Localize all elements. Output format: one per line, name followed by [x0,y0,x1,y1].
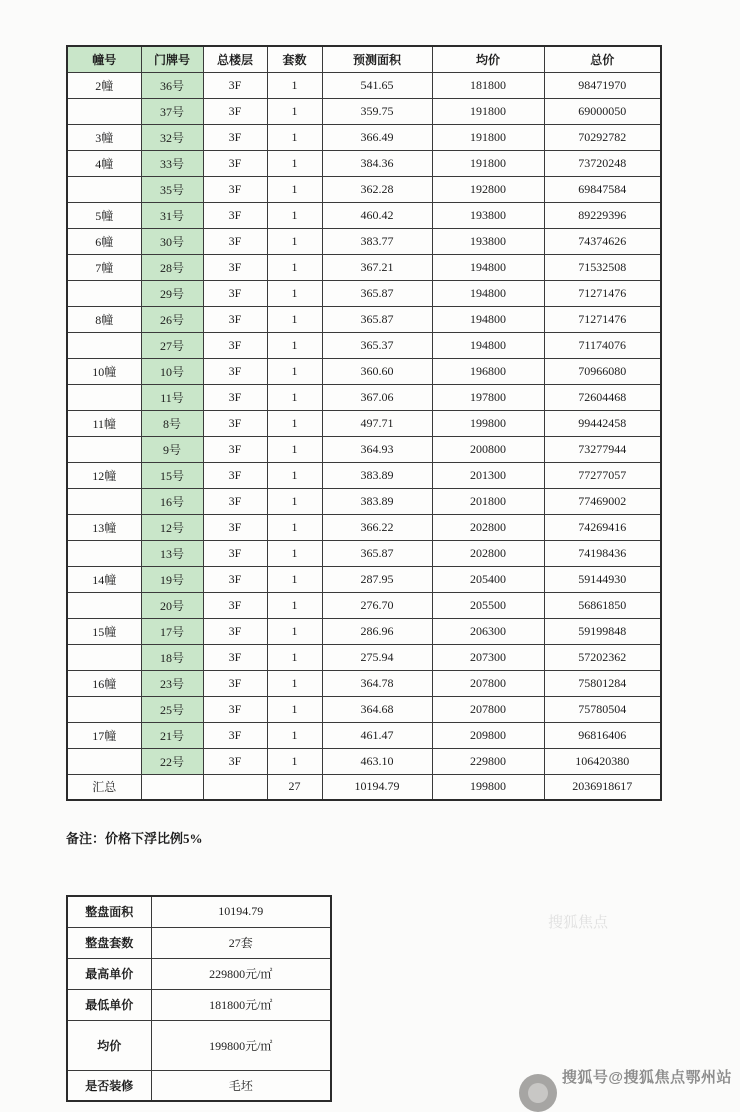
cell-area: 365.87 [322,540,432,566]
cell-floors: 3F [203,358,267,384]
cell-avg-price: 194800 [432,306,544,332]
table-row [67,202,661,228]
table-row [67,280,661,306]
cell-door-number: 27号 [141,332,203,358]
cell-total-price: 106420380 [544,748,661,774]
cell-total-price: 77277057 [544,462,661,488]
cell-door-number: 16号 [141,488,203,514]
cell-door-number: 21号 [141,722,203,748]
cell-floors: 3F [203,462,267,488]
cell-total-price: 96816406 [544,722,661,748]
summary-value: 毛坯 [151,1070,331,1101]
sohu-logo-icon [519,1074,557,1112]
cell-floors: 3F [203,332,267,358]
cell-building: 3幢 [67,124,141,150]
cell-area: 275.94 [322,644,432,670]
cell-floors: 3F [203,566,267,592]
table-row [67,410,661,436]
summary-value: 27套 [151,927,331,958]
cell-total-price: 71532508 [544,254,661,280]
cell-units: 1 [267,72,322,98]
cell-floors: 3F [203,124,267,150]
cell-door-number: 15号 [141,462,203,488]
cell-floors: 3F [203,722,267,748]
cell-total-price: 75780504 [544,696,661,722]
cell-avg-price: 191800 [432,98,544,124]
cell-door-number: 12号 [141,514,203,540]
cell-door-number: 8号 [141,410,203,436]
cell-floors: 3F [203,98,267,124]
table-row [67,124,661,150]
cell-floors: 3F [203,228,267,254]
cell-door-number: 35号 [141,176,203,202]
cell-building [67,644,141,670]
cell-door-number: 17号 [141,618,203,644]
cell-building: 16幢 [67,670,141,696]
cell-total-price: 57202362 [544,644,661,670]
cell-building: 8幢 [67,306,141,332]
table-row [67,540,661,566]
cell-units: 1 [267,670,322,696]
table-row [67,150,661,176]
cell-units: 1 [267,618,322,644]
cell-area: 383.89 [322,488,432,514]
cell-door-number: 30号 [141,228,203,254]
cell-door-number: 31号 [141,202,203,228]
cell-door-number: 23号 [141,670,203,696]
cell-units: 1 [267,722,322,748]
cell-building: 6幢 [67,228,141,254]
summary-cell-building: 汇总 [67,774,141,800]
cell-area: 364.78 [322,670,432,696]
table-row [67,566,661,592]
cell-area: 366.49 [322,124,432,150]
cell-door-number: 11号 [141,384,203,410]
cell-area: 366.22 [322,514,432,540]
cell-total-price: 74198436 [544,540,661,566]
cell-floors: 3F [203,514,267,540]
table-row [67,332,661,358]
cell-avg-price: 202800 [432,514,544,540]
cell-total-price: 74374626 [544,228,661,254]
summary-value: 229800元/㎡ [151,958,331,989]
column-header-door-number: 门牌号 [141,46,203,72]
cell-avg-price: 191800 [432,124,544,150]
cell-units: 1 [267,696,322,722]
cell-building [67,98,141,124]
summary-cell-units: 27 [267,774,322,800]
cell-avg-price: 197800 [432,384,544,410]
cell-area: 362.28 [322,176,432,202]
cell-units: 1 [267,332,322,358]
cell-building: 14幢 [67,566,141,592]
cell-floors: 3F [203,592,267,618]
summary-cell-door-number [141,774,203,800]
cell-total-price: 98471970 [544,72,661,98]
cell-area: 360.60 [322,358,432,384]
cell-floors: 3F [203,384,267,410]
cell-floors: 3F [203,488,267,514]
cell-building: 15幢 [67,618,141,644]
table-row [67,462,661,488]
summary-label: 整盘面积 [67,896,151,927]
faint-watermark: 搜狐焦点 [548,914,609,931]
cell-door-number: 22号 [141,748,203,774]
cell-total-price: 71174076 [544,332,661,358]
cell-building [67,488,141,514]
cell-door-number: 37号 [141,98,203,124]
cell-avg-price: 207300 [432,644,544,670]
cell-units: 1 [267,280,322,306]
cell-avg-price: 196800 [432,358,544,384]
cell-building: 4幢 [67,150,141,176]
summary-table [66,895,332,1102]
cell-total-price: 69847584 [544,176,661,202]
cell-area: 365.87 [322,306,432,332]
cell-door-number: 28号 [141,254,203,280]
cell-units: 1 [267,202,322,228]
summary-label: 整盘套数 [67,927,151,958]
cell-floors: 3F [203,748,267,774]
cell-floors: 3F [203,280,267,306]
summary-table-row [67,989,331,1020]
watermark-text: 搜狐号@搜狐焦点鄂州站 [561,1069,732,1086]
summary-table-row [67,1070,331,1101]
cell-units: 1 [267,124,322,150]
column-header-floors: 总楼层 [203,46,267,72]
cell-total-price: 71271476 [544,306,661,332]
cell-total-price: 89229396 [544,202,661,228]
cell-area: 460.42 [322,202,432,228]
cell-building [67,592,141,618]
cell-area: 383.89 [322,462,432,488]
cell-avg-price: 192800 [432,176,544,202]
table-row [67,98,661,124]
cell-building [67,540,141,566]
table-row [67,644,661,670]
cell-floors: 3F [203,150,267,176]
table-row [67,228,661,254]
cell-avg-price: 205400 [432,566,544,592]
cell-total-price: 59144930 [544,566,661,592]
cell-area: 461.47 [322,722,432,748]
summary-row [67,774,661,800]
cell-avg-price: 209800 [432,722,544,748]
cell-total-price: 77469002 [544,488,661,514]
cell-floors: 3F [203,618,267,644]
cell-floors: 3F [203,72,267,98]
table-row [67,722,661,748]
table-row [67,488,661,514]
cell-total-price: 99442458 [544,410,661,436]
summary-label: 是否装修 [67,1070,151,1101]
summary-table-row [67,1020,331,1070]
cell-floors: 3F [203,540,267,566]
table-row [67,306,661,332]
table-row [67,670,661,696]
cell-floors: 3F [203,254,267,280]
cell-door-number: 19号 [141,566,203,592]
cell-units: 1 [267,462,322,488]
cell-area: 364.68 [322,696,432,722]
cell-avg-price: 200800 [432,436,544,462]
cell-units: 1 [267,540,322,566]
cell-avg-price: 207800 [432,670,544,696]
cell-building: 12幢 [67,462,141,488]
table-row [67,592,661,618]
cell-floors: 3F [203,410,267,436]
cell-units: 1 [267,644,322,670]
summary-table-row [67,896,331,927]
cell-building: 5幢 [67,202,141,228]
cell-avg-price: 181800 [432,72,544,98]
column-header-total-price: 总价 [544,46,661,72]
cell-units: 1 [267,358,322,384]
cell-building: 2幢 [67,72,141,98]
price-table [66,45,662,801]
summary-cell-avg-price: 199800 [432,774,544,800]
cell-floors: 3F [203,670,267,696]
cell-building [67,696,141,722]
cell-building [67,332,141,358]
cell-building: 17幢 [67,722,141,748]
cell-units: 1 [267,98,322,124]
cell-building: 7幢 [67,254,141,280]
cell-total-price: 69000050 [544,98,661,124]
cell-door-number: 13号 [141,540,203,566]
cell-units: 1 [267,566,322,592]
summary-label: 均价 [67,1020,151,1070]
cell-avg-price: 205500 [432,592,544,618]
note-text: 备注：价格下浮比例5% [66,831,203,846]
cell-units: 1 [267,748,322,774]
cell-total-price: 73720248 [544,150,661,176]
cell-area: 541.65 [322,72,432,98]
column-header-area: 预测面积 [322,46,432,72]
cell-building: 13幢 [67,514,141,540]
cell-floors: 3F [203,202,267,228]
table-row [67,384,661,410]
cell-door-number: 18号 [141,644,203,670]
cell-avg-price: 194800 [432,332,544,358]
cell-units: 1 [267,384,322,410]
table-row [67,358,661,384]
cell-units: 1 [267,228,322,254]
summary-label: 最高单价 [67,958,151,989]
table-row [67,514,661,540]
cell-units: 1 [267,306,322,332]
cell-area: 367.21 [322,254,432,280]
summary-cell-area: 10194.79 [322,774,432,800]
cell-units: 1 [267,254,322,280]
cell-area: 359.75 [322,98,432,124]
cell-total-price: 71271476 [544,280,661,306]
cell-building [67,748,141,774]
cell-total-price: 75801284 [544,670,661,696]
cell-area: 367.06 [322,384,432,410]
table-row [67,748,661,774]
cell-avg-price: 194800 [432,280,544,306]
cell-units: 1 [267,436,322,462]
cell-units: 1 [267,514,322,540]
summary-value: 10194.79 [151,896,331,927]
cell-total-price: 70966080 [544,358,661,384]
cell-avg-price: 229800 [432,748,544,774]
cell-avg-price: 194800 [432,254,544,280]
cell-door-number: 36号 [141,72,203,98]
cell-door-number: 32号 [141,124,203,150]
cell-area: 463.10 [322,748,432,774]
summary-cell-total-price: 2036918617 [544,774,661,800]
table-row [67,176,661,202]
cell-avg-price: 206300 [432,618,544,644]
cell-area: 286.96 [322,618,432,644]
cell-building [67,280,141,306]
cell-building [67,436,141,462]
cell-avg-price: 207800 [432,696,544,722]
cell-avg-price: 193800 [432,228,544,254]
cell-avg-price: 193800 [432,202,544,228]
cell-avg-price: 201800 [432,488,544,514]
table-row [67,254,661,280]
cell-floors: 3F [203,696,267,722]
column-header-avg-price: 均价 [432,46,544,72]
cell-total-price: 72604468 [544,384,661,410]
summary-cell-floors [203,774,267,800]
cell-avg-price: 191800 [432,150,544,176]
cell-area: 276.70 [322,592,432,618]
cell-floors: 3F [203,644,267,670]
cell-area: 365.87 [322,280,432,306]
cell-door-number: 26号 [141,306,203,332]
column-header-units: 套数 [267,46,322,72]
cell-floors: 3F [203,436,267,462]
table-row [67,696,661,722]
cell-total-price: 59199848 [544,618,661,644]
cell-avg-price: 201300 [432,462,544,488]
summary-value: 181800元/㎡ [151,989,331,1020]
cell-area: 497.71 [322,410,432,436]
summary-label: 最低单价 [67,989,151,1020]
table-row [67,436,661,462]
cell-total-price: 74269416 [544,514,661,540]
summary-table-row [67,927,331,958]
cell-door-number: 9号 [141,436,203,462]
cell-area: 384.36 [322,150,432,176]
cell-units: 1 [267,410,322,436]
summary-value: 199800元/㎡ [151,1020,331,1070]
cell-area: 287.95 [322,566,432,592]
cell-units: 1 [267,488,322,514]
cell-total-price: 70292782 [544,124,661,150]
cell-building: 11幢 [67,410,141,436]
summary-table-row [67,958,331,989]
cell-building [67,176,141,202]
cell-door-number: 10号 [141,358,203,384]
cell-building: 10幢 [67,358,141,384]
table-row [67,72,661,98]
cell-building [67,384,141,410]
table-row [67,618,661,644]
cell-door-number: 20号 [141,592,203,618]
cell-floors: 3F [203,176,267,202]
cell-door-number: 25号 [141,696,203,722]
cell-units: 1 [267,592,322,618]
cell-avg-price: 202800 [432,540,544,566]
column-header-building: 幢号 [67,46,141,72]
cell-door-number: 33号 [141,150,203,176]
cell-units: 1 [267,176,322,202]
cell-area: 364.93 [322,436,432,462]
cell-units: 1 [267,150,322,176]
cell-total-price: 73277944 [544,436,661,462]
cell-area: 383.77 [322,228,432,254]
price-table-header-row [67,46,661,72]
cell-floors: 3F [203,306,267,332]
cell-total-price: 56861850 [544,592,661,618]
cell-avg-price: 199800 [432,410,544,436]
cell-area: 365.37 [322,332,432,358]
cell-door-number: 29号 [141,280,203,306]
